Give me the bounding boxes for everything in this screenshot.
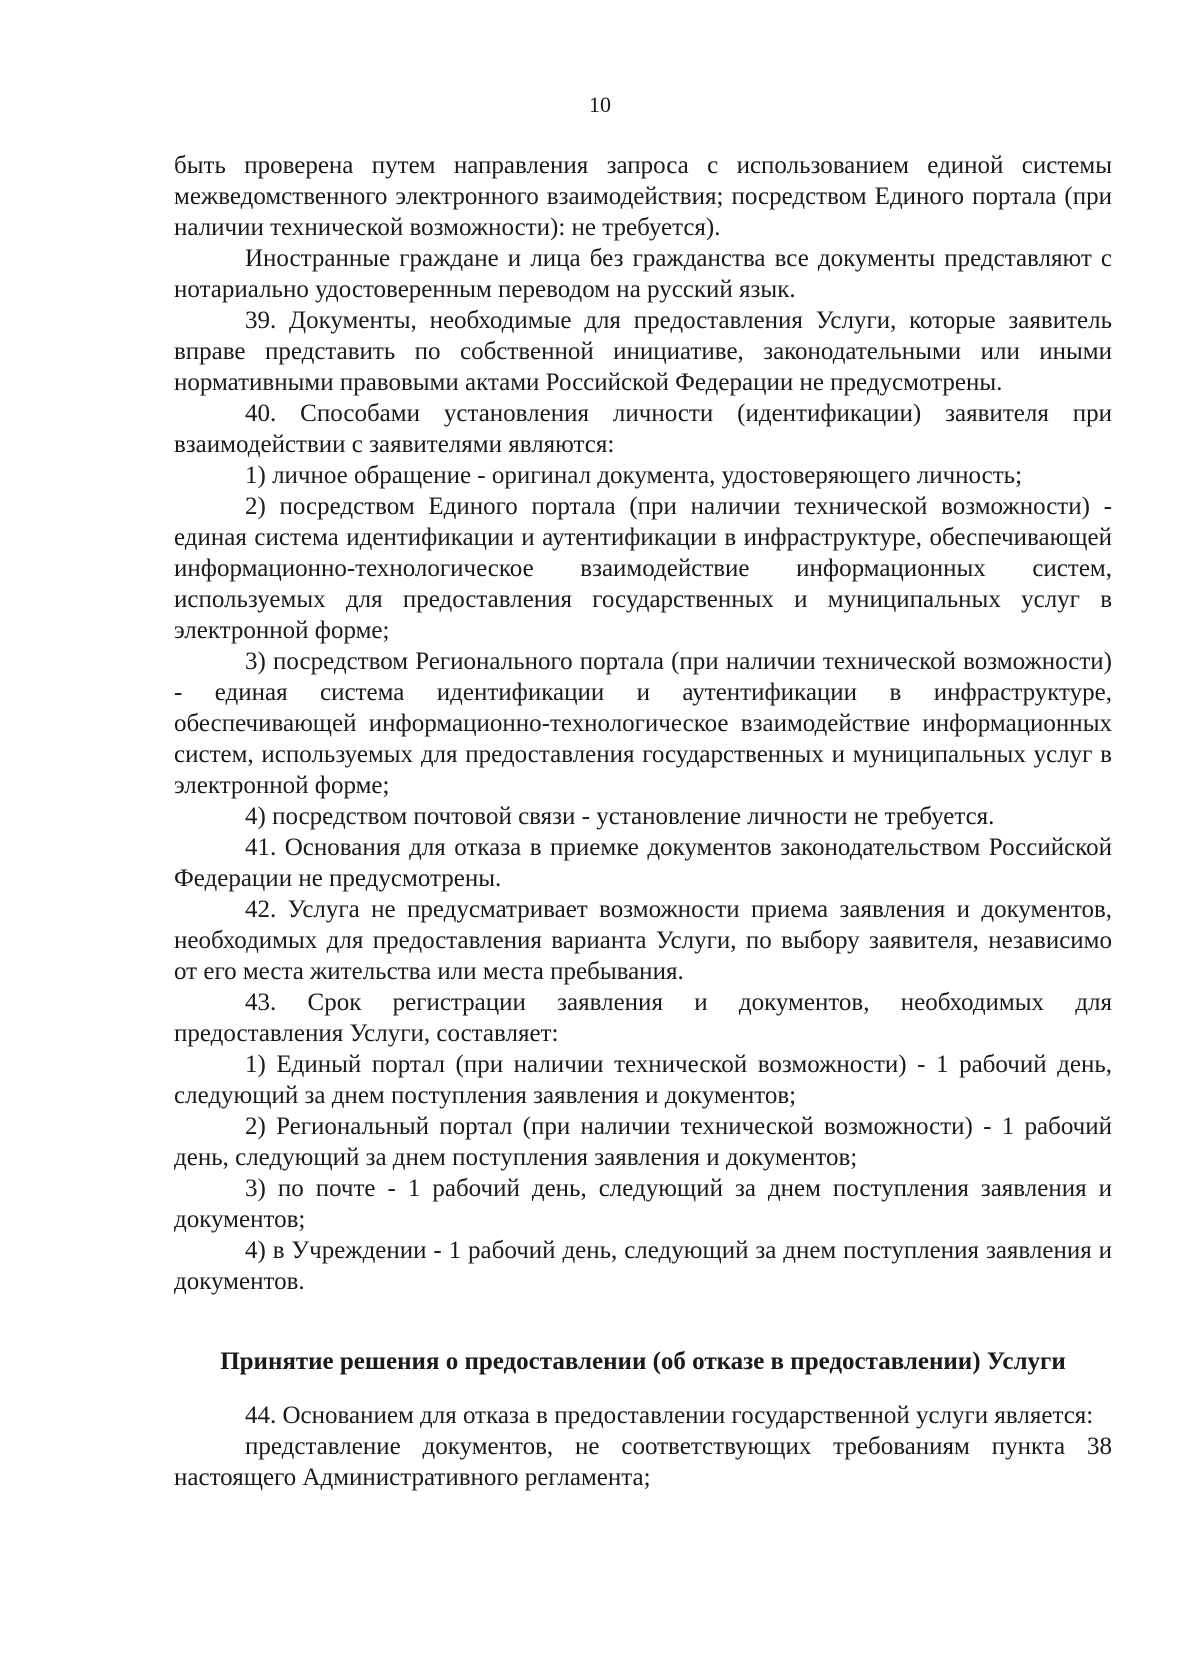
paragraphs-after <box>174 1400 1112 1493</box>
paragraphs-before <box>174 150 1112 1297</box>
paragraph-item-39: 39. Документы, необходимые для предоставления Услуги, которые заявитель вправе представить по собственной инициативе, законодательными или иными нормативными правовыми актами Российской Федерации не предусмотрены. <box>174 307 1112 396</box>
list-item: 3) по почте - 1 рабочий день, следующий за днем поступления заявления и документов; <box>174 1175 1112 1233</box>
paragraph: представление документов, не соответствующих требованиям пункта 38 настоящего Административного регламента; <box>174 1433 1112 1491</box>
list-item: 4) посредством почтовой связи - установление личности не требуется. <box>245 803 995 830</box>
section-heading: Принятие решения о предоставлении (об отказе в предоставлении) Услуги <box>220 1348 1066 1375</box>
paragraph-item-42: 42. Услуга не предусматривает возможности приема заявления и документов, необходимых для предоставления варианта Услуги, по выбору заявителя, независимо от его места жительства или места пребывания. <box>174 896 1112 985</box>
list-item: 4) в Учреждении - 1 рабочий день, следующий за днем поступления заявления и документов. <box>174 1237 1112 1295</box>
paragraph-item-44: 44. Основанием для отказа в предоставлении государственной услуги является: <box>245 1402 1094 1429</box>
paragraph-item-40: 40. Способами установления личности (идентификации) заявителя при взаимодействии с заявителями являются: <box>174 400 1112 458</box>
paragraph: быть проверена путем направления запроса с использованием единой системы межведомственного электронного взаимодействия; посредством Единого портала (при наличии технической возможности): не требуется). <box>174 152 1112 241</box>
list-item: 1) Единый портал (при наличии технической возможности) - 1 рабочий день, следующий за днем поступления заявления и документов; <box>174 1051 1112 1109</box>
list-item: 1) личное обращение - оригинал документа, удостоверяющего личность; <box>245 462 1023 489</box>
list-item: 2) посредством Единого портала (при наличии технической возможности) - единая система идентификации и аутентификации в инфраструктуре, обеспечивающей информационно-технологическое взаимодействие информационных систем, используемых для предоставления государственных и муниципальных услуг в электронной форме; <box>174 493 1112 644</box>
list-item: 3) посредством Регионального портала (при наличии технической возможности) - единая система идентификации и аутентификации в инфраструктуре, обеспечивающей информационно-технологическое взаимодействие информационных систем, используемых для предоставления государственных и муниципальных услуг в электронной форме; <box>174 648 1112 799</box>
paragraph-item-43: 43. Срок регистрации заявления и документов, необходимых для предоставления Услуги, составляет: <box>174 989 1112 1047</box>
paragraph: Иностранные граждане и лица без гражданства все документы представляют с нотариально удостоверенным переводом на русский язык. <box>174 245 1112 303</box>
document-body <box>174 150 1112 1493</box>
page-number: 10 <box>589 92 611 117</box>
paragraph-item-41: 41. Основания для отказа в приемке документов законодательством Российской Федерации не предусмотрены. <box>174 834 1112 892</box>
list-item: 2) Региональный портал (при наличии технической возможности) - 1 рабочий день, следующий за днем поступления заявления и документов; <box>174 1113 1112 1171</box>
